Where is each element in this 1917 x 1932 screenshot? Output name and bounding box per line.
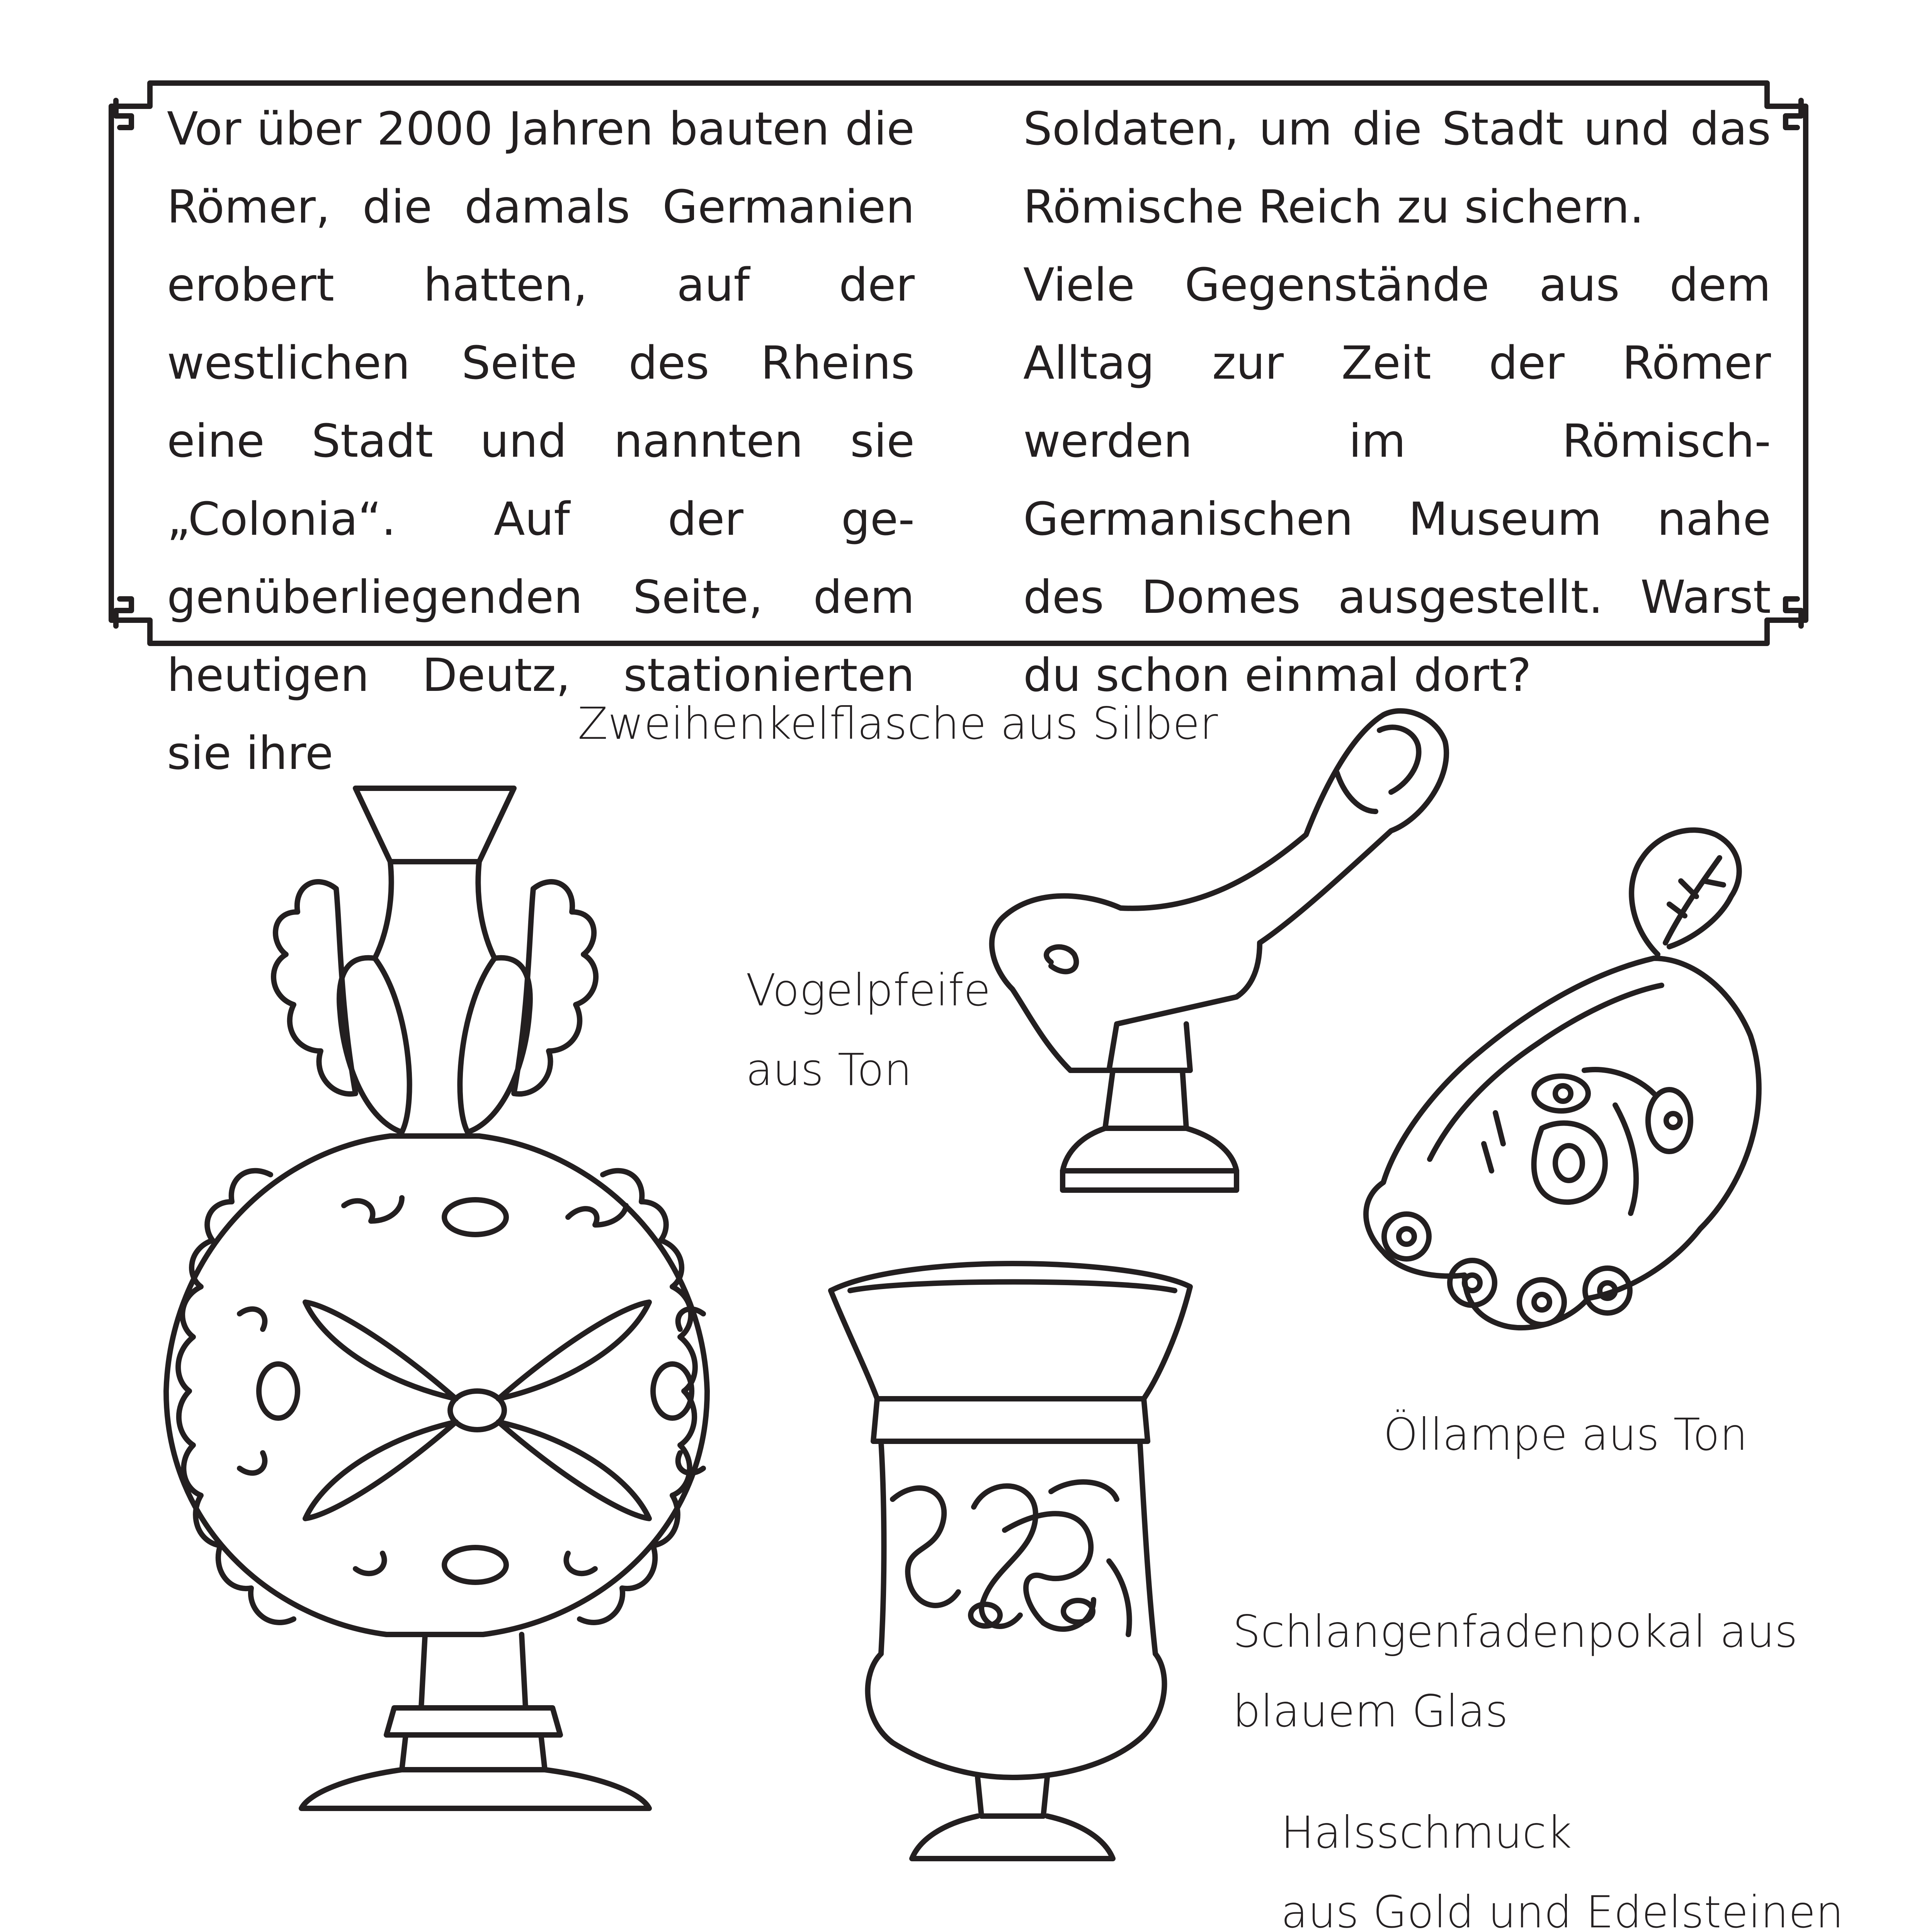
caption-goblet-line-2: blauem Glas [1233,1685,1508,1737]
caption-lamp-line: Öllampe aus Ton [1383,1409,1748,1460]
caption-goblet-line-1: Schlangenfadenpokal aus [1233,1606,1798,1657]
caption-necklace-line-1: Halsschmuck [1281,1807,1572,1858]
caption-whistle-line-1: Vogelpfeife [746,964,991,1016]
caption-lamp [1383,1395,1748,1475]
caption-whistle [746,951,991,1110]
caption-necklace [1281,1793,1844,1932]
bird-whistle-icon [992,711,1446,1190]
caption-flask [578,684,1218,764]
intro-text-right-part-1: Soldaten, um die Stadt und das Römische Reich zu sichern. [1023,102,1771,233]
intro-text-right [1023,90,1771,714]
two-handled-flask-icon [166,788,707,1808]
caption-goblet [1233,1592,1798,1751]
caption-flask-line: Zweihenkelflasche aus Silber [578,698,1218,749]
caption-necklace-line-2: aus Gold und Edelsteinen [1281,1886,1844,1932]
oil-lamp-icon [1366,830,1759,1328]
intro-text-right-part-2: Viele Gegenstände aus dem Alltag zur Zeit der Römer werden im Römisch-Germanischen Museum nahe des Domes ausgestellt. Warst du schon einmal dort? [1023,258,1771,702]
caption-whistle-line-2: aus Ton [746,1044,912,1095]
snake-thread-goblet-icon [831,1264,1190,1859]
intro-text-left: Vor über 2000 Jahren bauten die Römer, die damals Germanien erobert hatten, auf der westlichen Seite des Rheins eine Stadt und nannten sie „Colonia“. Auf der gegenüberliegenden Seite, dem heutigen Deutz, stationierten sie ihre [167,102,915,780]
